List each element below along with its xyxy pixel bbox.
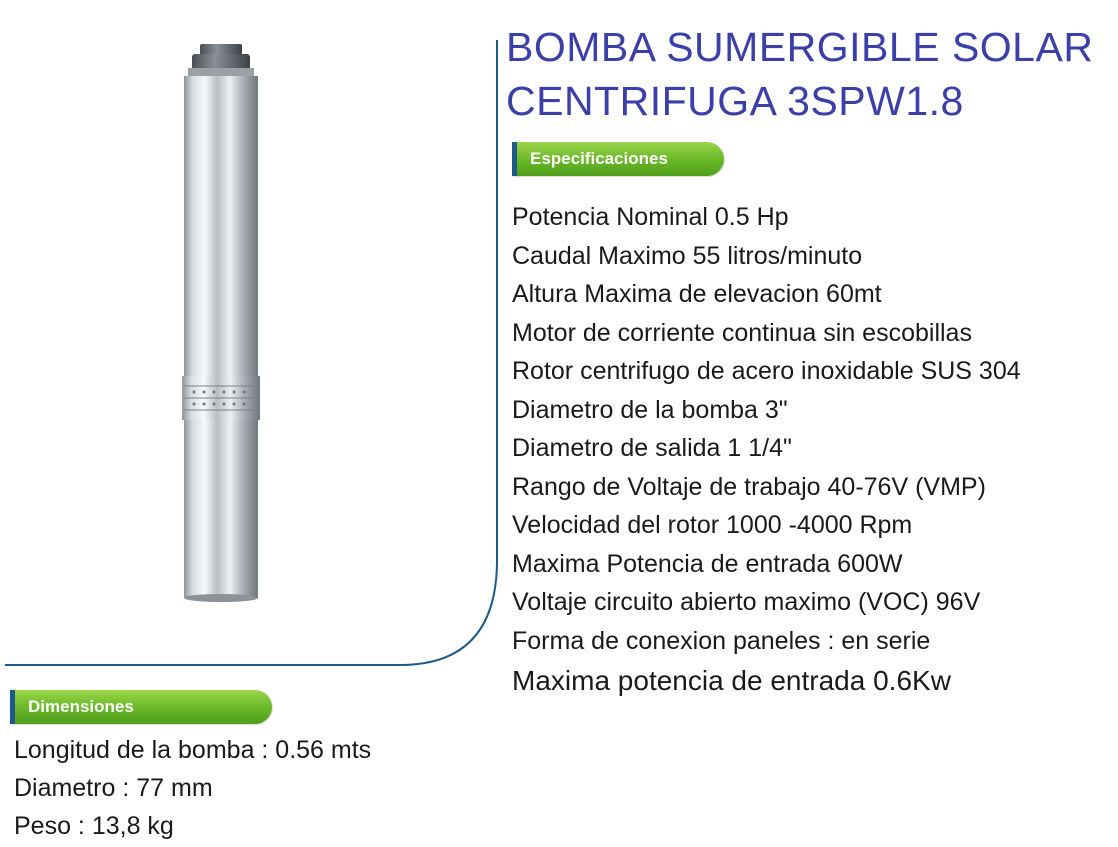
spec-item: Rango de Voltaje de trabajo 40-76V (VMP) — [512, 472, 986, 501]
spec-item: Maxima Potencia de entrada 600W — [512, 549, 903, 578]
title-line-1: BOMBA SUMERGIBLE SOLAR — [506, 24, 1094, 70]
spec-item: Rotor centrifugo de acero inoxidable SUS 304 — [512, 357, 1021, 385]
dimensions-section-label: Dimensiones — [10, 690, 272, 724]
specs-list — [512, 198, 1021, 702]
pump-image — [170, 36, 270, 606]
spec-item: Maxima potencia de entrada 0.6Kw — [512, 665, 951, 696]
title-line-2: CENTRIFUGA 3SPW1.8 — [506, 78, 964, 124]
spec-item: Motor de corriente continua sin escobillas — [512, 318, 972, 347]
spec-item: Velocidad del rotor 1000 -4000 Rpm — [512, 511, 913, 539]
spec-item: Potencia Nominal 0.5 Hp — [512, 203, 789, 231]
spec-item: Diametro de salida 1 1/4" — [512, 434, 792, 462]
dimension-item: Longitud de la bomba : 0.56 mts — [14, 736, 372, 764]
spec-item: Diametro de la bomba 3" — [512, 395, 788, 424]
specs-section-label: Especificaciones — [512, 142, 724, 176]
spec-item: Forma de conexion paneles : en serie — [512, 626, 931, 655]
product-title — [506, 20, 1093, 128]
dimension-item: Peso : 13,8 kg — [14, 812, 174, 840]
spec-item: Caudal Maximo 55 litros/minuto — [512, 241, 863, 270]
spec-item: Voltaje circuito abierto maximo (VOC) 96V — [512, 588, 981, 616]
dimension-item: Diametro : 77 mm — [14, 774, 213, 802]
spec-item: Altura Maxima de elevacion 60mt — [512, 280, 882, 308]
dimensions-list — [14, 731, 371, 845]
